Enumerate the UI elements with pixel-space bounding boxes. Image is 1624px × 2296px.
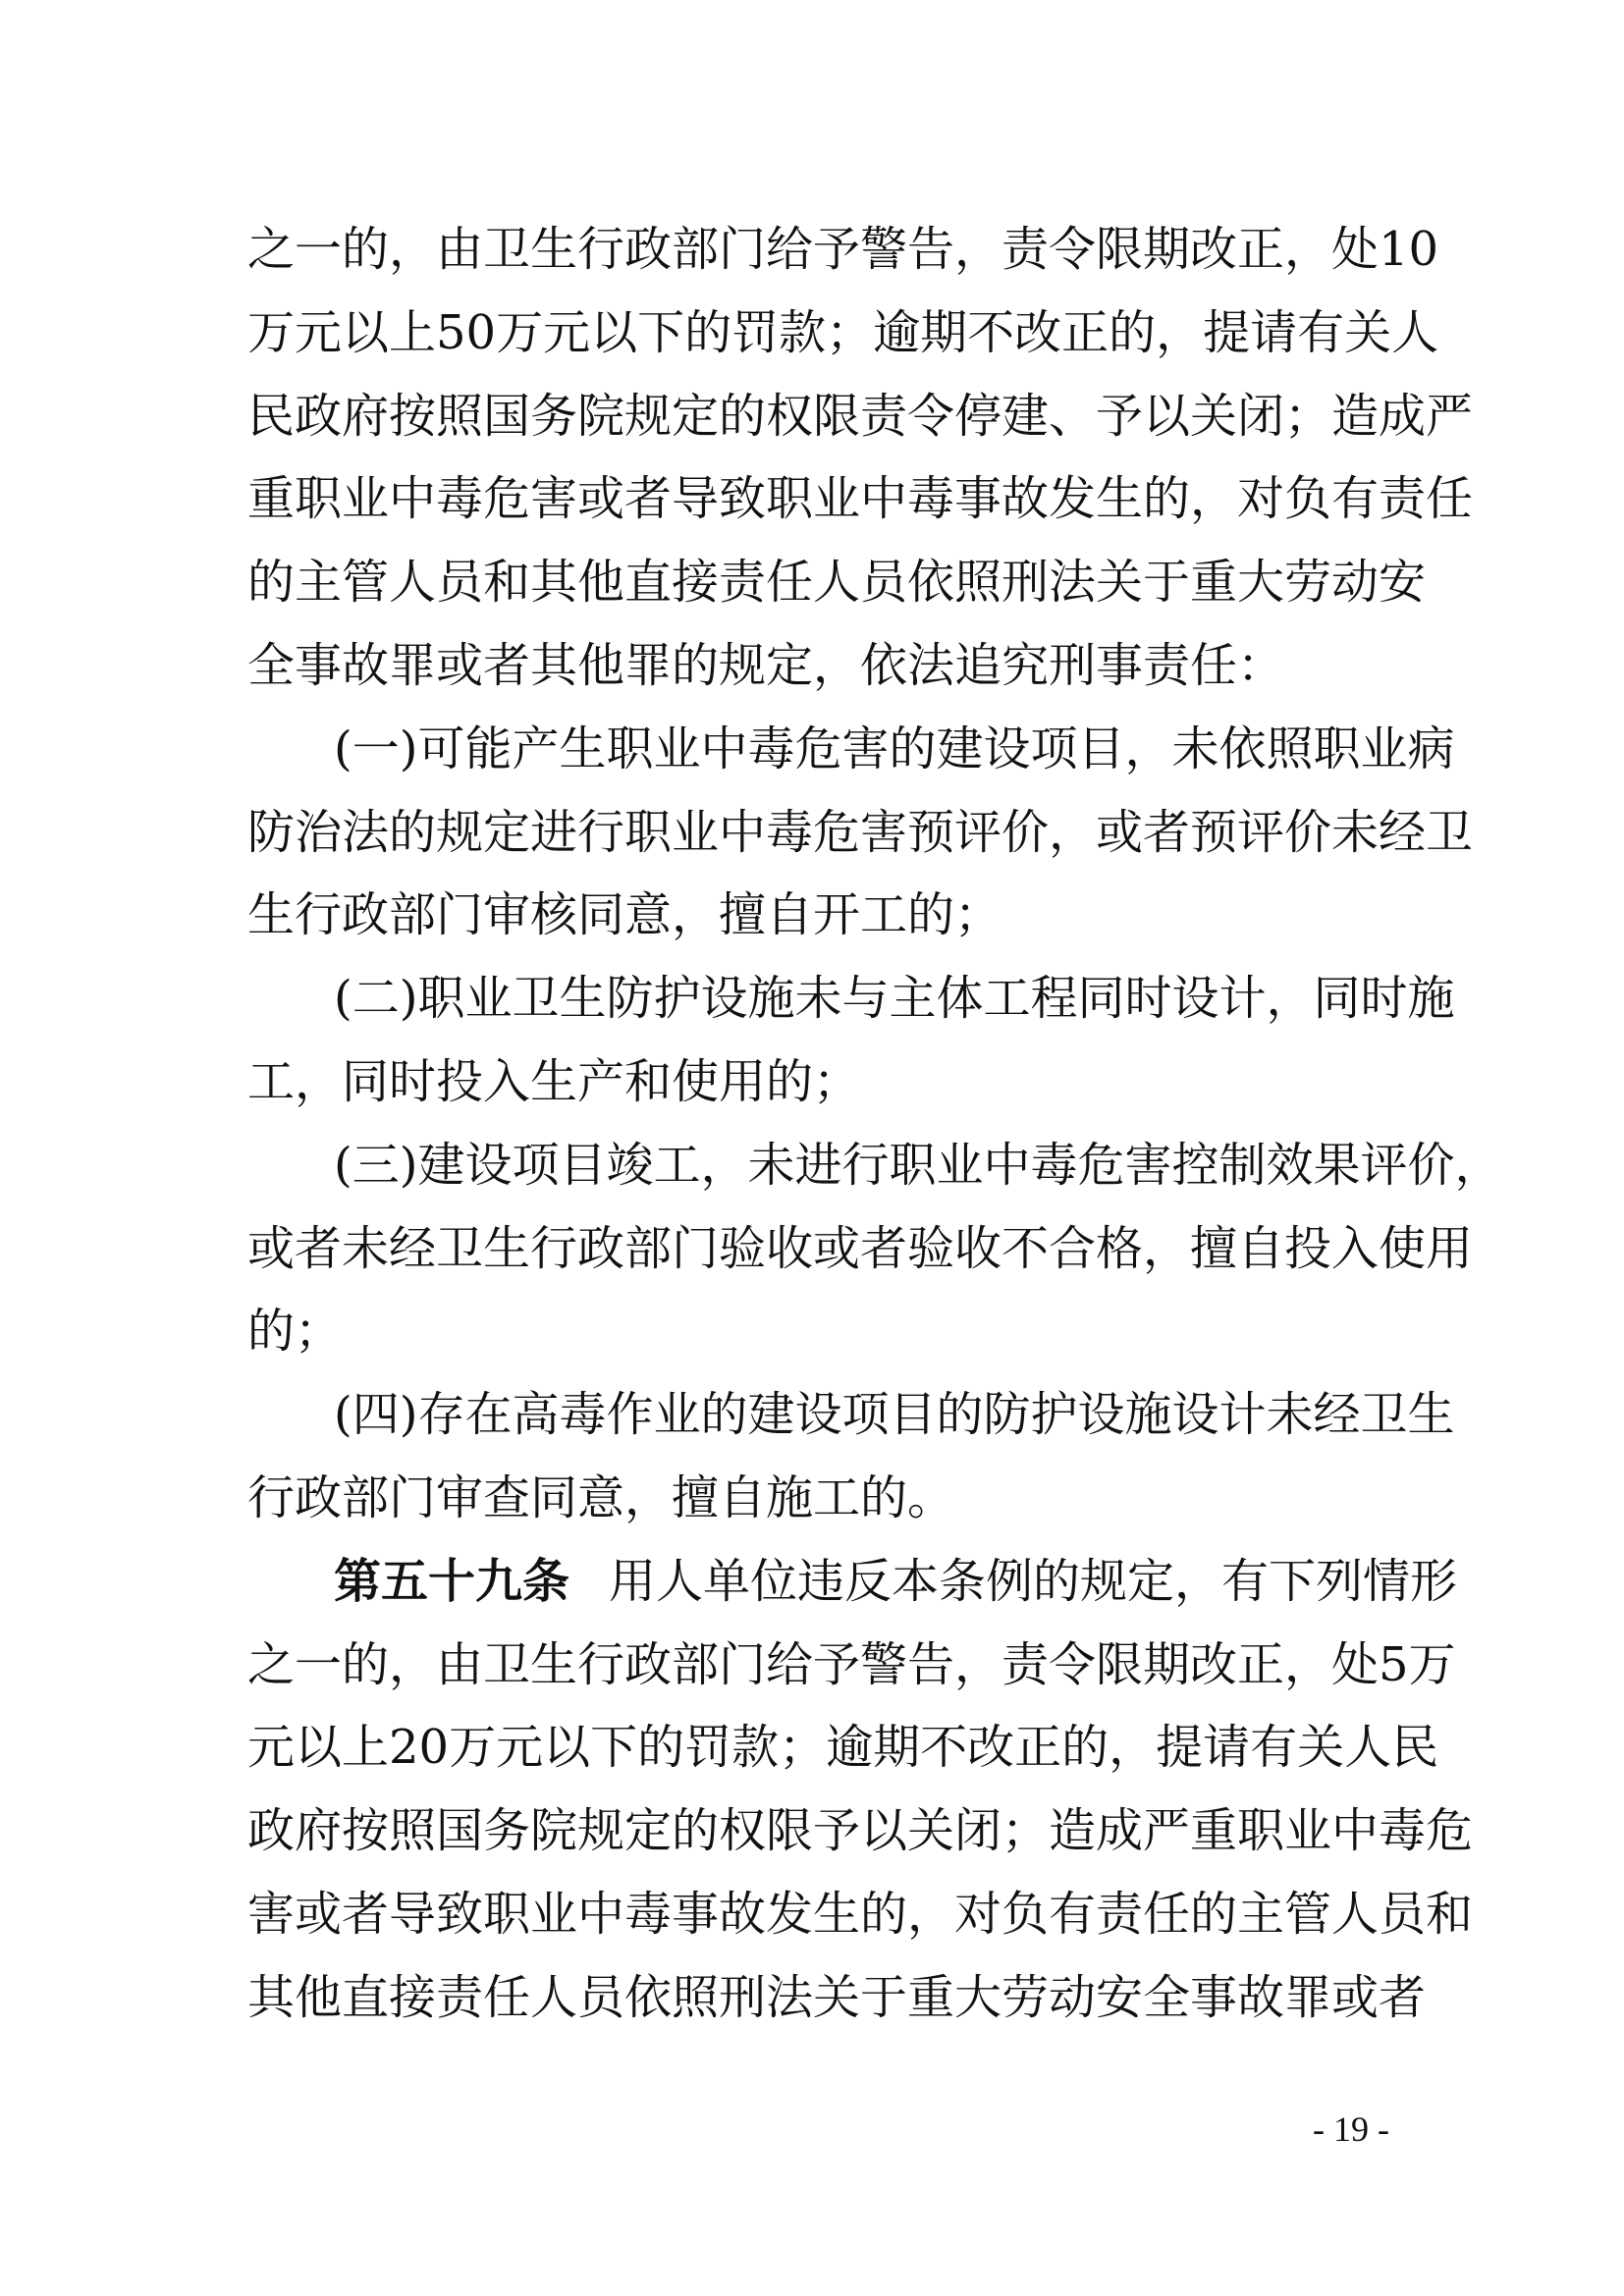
item-three-line: (三)建设项目竣工，未进行职业中毒危害控制效果评价， <box>334 1137 1502 1193</box>
text-line: 万元以上50万元以下的罚款；逾期不改正的，提请有关人 <box>247 304 1439 360</box>
item-four-line: (四)存在高毒作业的建设项目的防护设施设计未经卫生 <box>334 1387 1455 1443</box>
text-line: 或者未经卫生行政部门验收或者验收不合格，擅自投入使用 <box>247 1220 1474 1276</box>
body-text <box>247 208 1502 2040</box>
text-line: 民政府按照国务院规定的权限责令停建、予以关闭；造成严 <box>247 388 1474 444</box>
item-one-line: (一)可能产生职业中毒危害的建设项目，未依照职业病 <box>334 721 1455 776</box>
text-line: 其他直接责任人员依照刑法关于重大劳动安全事故罪或者 <box>247 1969 1427 2025</box>
text-line: 防治法的规定进行职业中毒危害预评价，或者预评价未经卫 <box>247 804 1474 860</box>
text-line: 害或者导致职业中毒事故发生的，对负有责任的主管人员和 <box>247 1886 1474 1942</box>
item-two-line: (二)职业卫生防护设施未与主体工程同时设计，同时施 <box>334 971 1455 1027</box>
text-line: 元以上20万元以下的罚款；逾期不改正的，提请有关人民 <box>247 1720 1439 1776</box>
page-number: - 19 - <box>1313 2109 1389 2149</box>
text-line: 之一的，由卫生行政部门给予警告，责令限期改正，处5万 <box>247 1636 1456 1692</box>
text-line: 工，同时投入生产和使用的； <box>247 1053 861 1109</box>
article-first-line: 用人单位违反本条例的规定，有下列情形 <box>609 1553 1458 1609</box>
text-line: 重职业中毒危害或者导致职业中毒事故发生的，对负有责任 <box>247 471 1474 527</box>
text-line: 政府按照国务院规定的权限予以关闭；造成严重职业中毒危 <box>247 1803 1474 1859</box>
text-line: 之一的，由卫生行政部门给予警告，责令限期改正，处10 <box>247 222 1439 277</box>
text-line: 的； <box>247 1304 343 1360</box>
article-heading-line <box>247 1540 1458 1624</box>
text-line: 行政部门审查同意，擅自施工的。 <box>247 1469 955 1525</box>
text-line: 生行政部门审核同意，擅自开工的； <box>247 887 1002 943</box>
text-line: 全事故罪或者其他罪的规定，依法追究刑事责任： <box>247 637 1285 693</box>
article-title: 第五十九条 <box>334 1553 570 1609</box>
text-line: 的主管人员和其他直接责任人员依照刑法关于重大劳动安 <box>247 555 1427 611</box>
